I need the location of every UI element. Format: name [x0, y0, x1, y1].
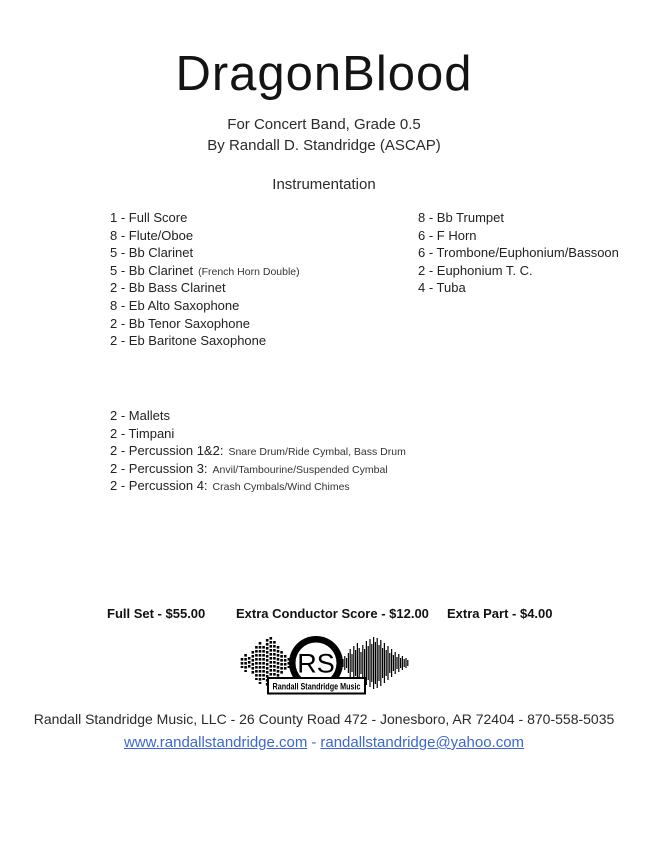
pricing-row — [0, 606, 648, 626]
instrument-line — [110, 333, 300, 351]
instrument-text: 5 - Bb Clarinet — [110, 245, 194, 261]
instrument-text: 8 - Eb Alto Saxophone — [110, 297, 240, 313]
instrument-line — [110, 408, 406, 426]
subtitle-composer: By Randall D. Standridge (ASCAP) — [207, 137, 441, 154]
instrument-line — [110, 280, 300, 298]
price-extra-conductor-score: Extra Conductor Score - $12.00 — [236, 606, 429, 621]
email-link[interactable]: randallstandridge@yahoo.com — [320, 734, 525, 751]
instrument-line — [418, 245, 624, 263]
instrument-line — [110, 263, 300, 281]
instrument-detail: Anvil/Tambourine/Suspended Cymbal — [212, 463, 388, 476]
instrument-line — [110, 461, 406, 479]
instrumentation-heading: Instrumentation — [272, 176, 376, 193]
instrument-text: 8 - Flute/Oboe — [110, 227, 194, 243]
instrument-text: 2 - Bb Tenor Saxophone — [110, 315, 250, 331]
instrument-detail: Crash Cymbals/Wind Chimes — [212, 481, 350, 494]
subtitle-block — [0, 114, 648, 156]
website-link[interactable]: www.randallstandridge.com — [123, 734, 308, 751]
instrument-line — [110, 443, 406, 461]
instrument-detail: (French Horn Double) — [198, 265, 300, 278]
instrument-text: 1 - Full Score — [110, 210, 188, 225]
instrument-text: 2 - Percussion 3: — [110, 460, 208, 476]
instrument-line — [418, 210, 624, 228]
instrument-line — [418, 228, 624, 246]
instrument-line — [110, 210, 300, 228]
instrument-text: 6 - Trombone/Euphonium/Bassoon — [418, 245, 619, 261]
instrument-line — [110, 478, 406, 496]
instrument-text: 2 - Eb Baritone Saxophone — [110, 333, 267, 349]
instrument-text: 2 - Mallets — [110, 408, 170, 423]
instrument-line — [110, 228, 300, 246]
page-title: DragonBlood — [175, 47, 473, 101]
instrumentation-left-column — [110, 210, 300, 351]
percussion-column — [110, 408, 406, 496]
instrumentation-right-column — [418, 210, 624, 298]
instrument-line — [418, 263, 624, 281]
instrument-text: 6 - F Horn — [418, 227, 477, 243]
instrument-detail: Snare Drum/Ride Cymbal, Bass Drum — [228, 446, 406, 459]
instrument-text: 5 - Bb Clarinet — [110, 262, 194, 278]
instrument-text: 2 - Percussion 4: — [110, 478, 208, 494]
instrument-line — [110, 298, 300, 316]
instrument-line — [110, 426, 406, 444]
logo-monogram: RS — [297, 648, 335, 679]
price-full-set: Full Set - $55.00 — [107, 606, 206, 621]
instrument-text: 4 - Tuba — [418, 280, 466, 296]
instrument-text: 8 - Bb Trumpet — [418, 210, 504, 225]
price-extra-part: Extra Part - $4.00 — [447, 606, 553, 621]
subtitle-grade: For Concert Band, Grade 0.5 — [227, 116, 421, 133]
instrument-text: 2 - Timpani — [110, 425, 175, 441]
logo-label: Randall Standridge Music — [272, 681, 361, 693]
instrument-line — [110, 316, 300, 334]
footer-link-separator: - — [311, 734, 317, 751]
instrument-text: 2 - Bb Bass Clarinet — [110, 280, 226, 296]
instrument-text: 2 - Percussion 1&2: — [110, 443, 224, 459]
footer-address: Randall Standridge Music, LLC - 26 County Road 472 - Jonesboro, AR 72404 - 870-558-5035 — [33, 711, 615, 727]
instrument-text: 2 - Euphonium T. C. — [418, 262, 533, 278]
publisher-logo — [238, 634, 410, 702]
instrument-line — [110, 245, 300, 263]
instrument-line — [418, 280, 624, 298]
footer-links — [0, 734, 648, 751]
publisher-logo-graphic — [238, 634, 410, 702]
